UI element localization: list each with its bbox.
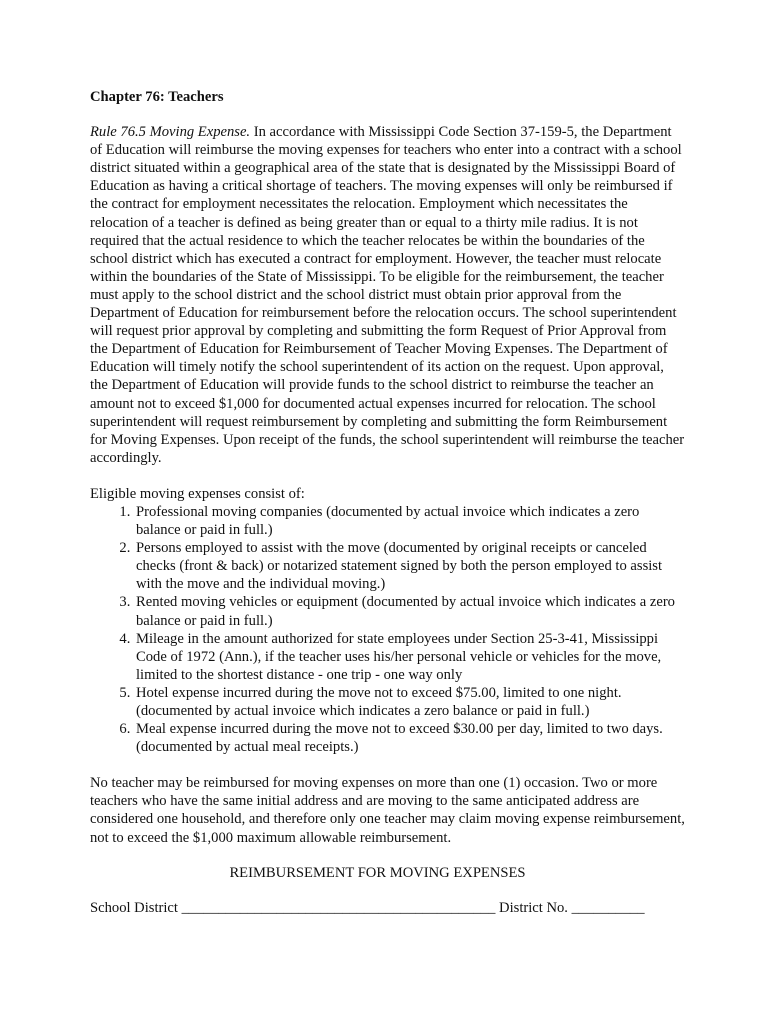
eligible-intro: Eligible moving expenses consist of: [90, 485, 305, 502]
school-district-field[interactable]: ___________________________________________ [181, 899, 496, 916]
rule-body: In accordance with Mississippi Code Section 37-159-5, the Department of Education will reimburse the moving expenses for teachers who enter into a contract with a school district situated within a geographical area of the state that is designated by the Mississippi Board of Education as having a critical shortage of teachers. The moving expenses will only be reimbursed if the contract for employment necessitates the relocation. Employment which necessitates the relocation of a teacher is defined as being greater than or equal to a thirty mile radius. It is not required that the actual residence to which the teacher relocates be within the boundaries of the school district which has executed a contract for employment. However, the teacher must relocate within the boundaries of the State of Mississippi. To be eligible for the reimbursement, the teacher must apply to the school district and the school district must obtain prior approval from the Department of Education for reimbursement before the relocation occurs. The school superintendent will request prior approval by completing and submitting the form Request of Prior Approval from the Department of Education for Reimbursement of Teacher Moving Expenses. The Department of Education will timely notify the school superintendent of its action on the request. Upon approval, the Department of Education will provide funds to the school district to reimburse the teacher an amount not to exceed $1,000 for documented actual expenses incurred for relocation. The school superintendent will request reimbursement by completing and submitting the form Reimbursement for Moving Expenses. Upon receipt of the funds, the school superintendent will reimburse the teacher accordingly. [90, 124, 685, 466]
list-item: 1. Professional moving companies (documented by actual invoice which indicates a zero balance or paid in full.) [134, 503, 685, 539]
closing-paragraph: No teacher may be reimbursed for moving expenses on more than one (1) occasion. Two or more teachers who have the same initial address and are moving to the same anticipated address are considered one household, and therefore only one teacher may claim moving expense reimbursement, not to exceed the $1,000 maximum allowable reimbursement. [90, 775, 685, 846]
list-item: 2. Persons employed to assist with the move (documented by original receipts or canceled checks (front & back) or notarized statement signed by both the person employed to assist with the move and the individual moving.) [134, 539, 685, 593]
document-page [90, 88, 685, 917]
district-no-label: District No. [499, 899, 568, 916]
list-item: 3. Rented moving vehicles or equipment (documented by actual invoice which indicates a zero balance or paid in full.) [134, 593, 685, 629]
list-item: 5. Hotel expense incurred during the move not to exceed $75.00, limited to one night. (documented by actual invoice which indicates a zero balance or paid in full.) [134, 684, 685, 720]
eligible-expense-list [90, 503, 685, 756]
form-line [90, 899, 685, 917]
district-no-field[interactable]: __________ [571, 899, 645, 916]
form-title: REIMBURSEMENT FOR MOVING EXPENSES [229, 864, 526, 881]
rule-paragraph [90, 123, 685, 467]
list-item: 4. Mileage in the amount authorized for state employees under Section 25-3-41, Mississippi Code of 1972 (Ann.), if the teacher uses his/her personal vehicle or vehicles for the move, limited to the shortest distance - one trip - one way only [134, 630, 685, 684]
school-district-label: School District [90, 899, 178, 916]
rule-name: Rule 76.5 Moving Expense. [90, 124, 251, 141]
list-item: 6. Meal expense incurred during the move not to exceed $30.00 per day, limited to two days. (documented by actual meal receipts.) [134, 720, 685, 756]
chapter-title: Chapter 76: Teachers [90, 89, 224, 105]
